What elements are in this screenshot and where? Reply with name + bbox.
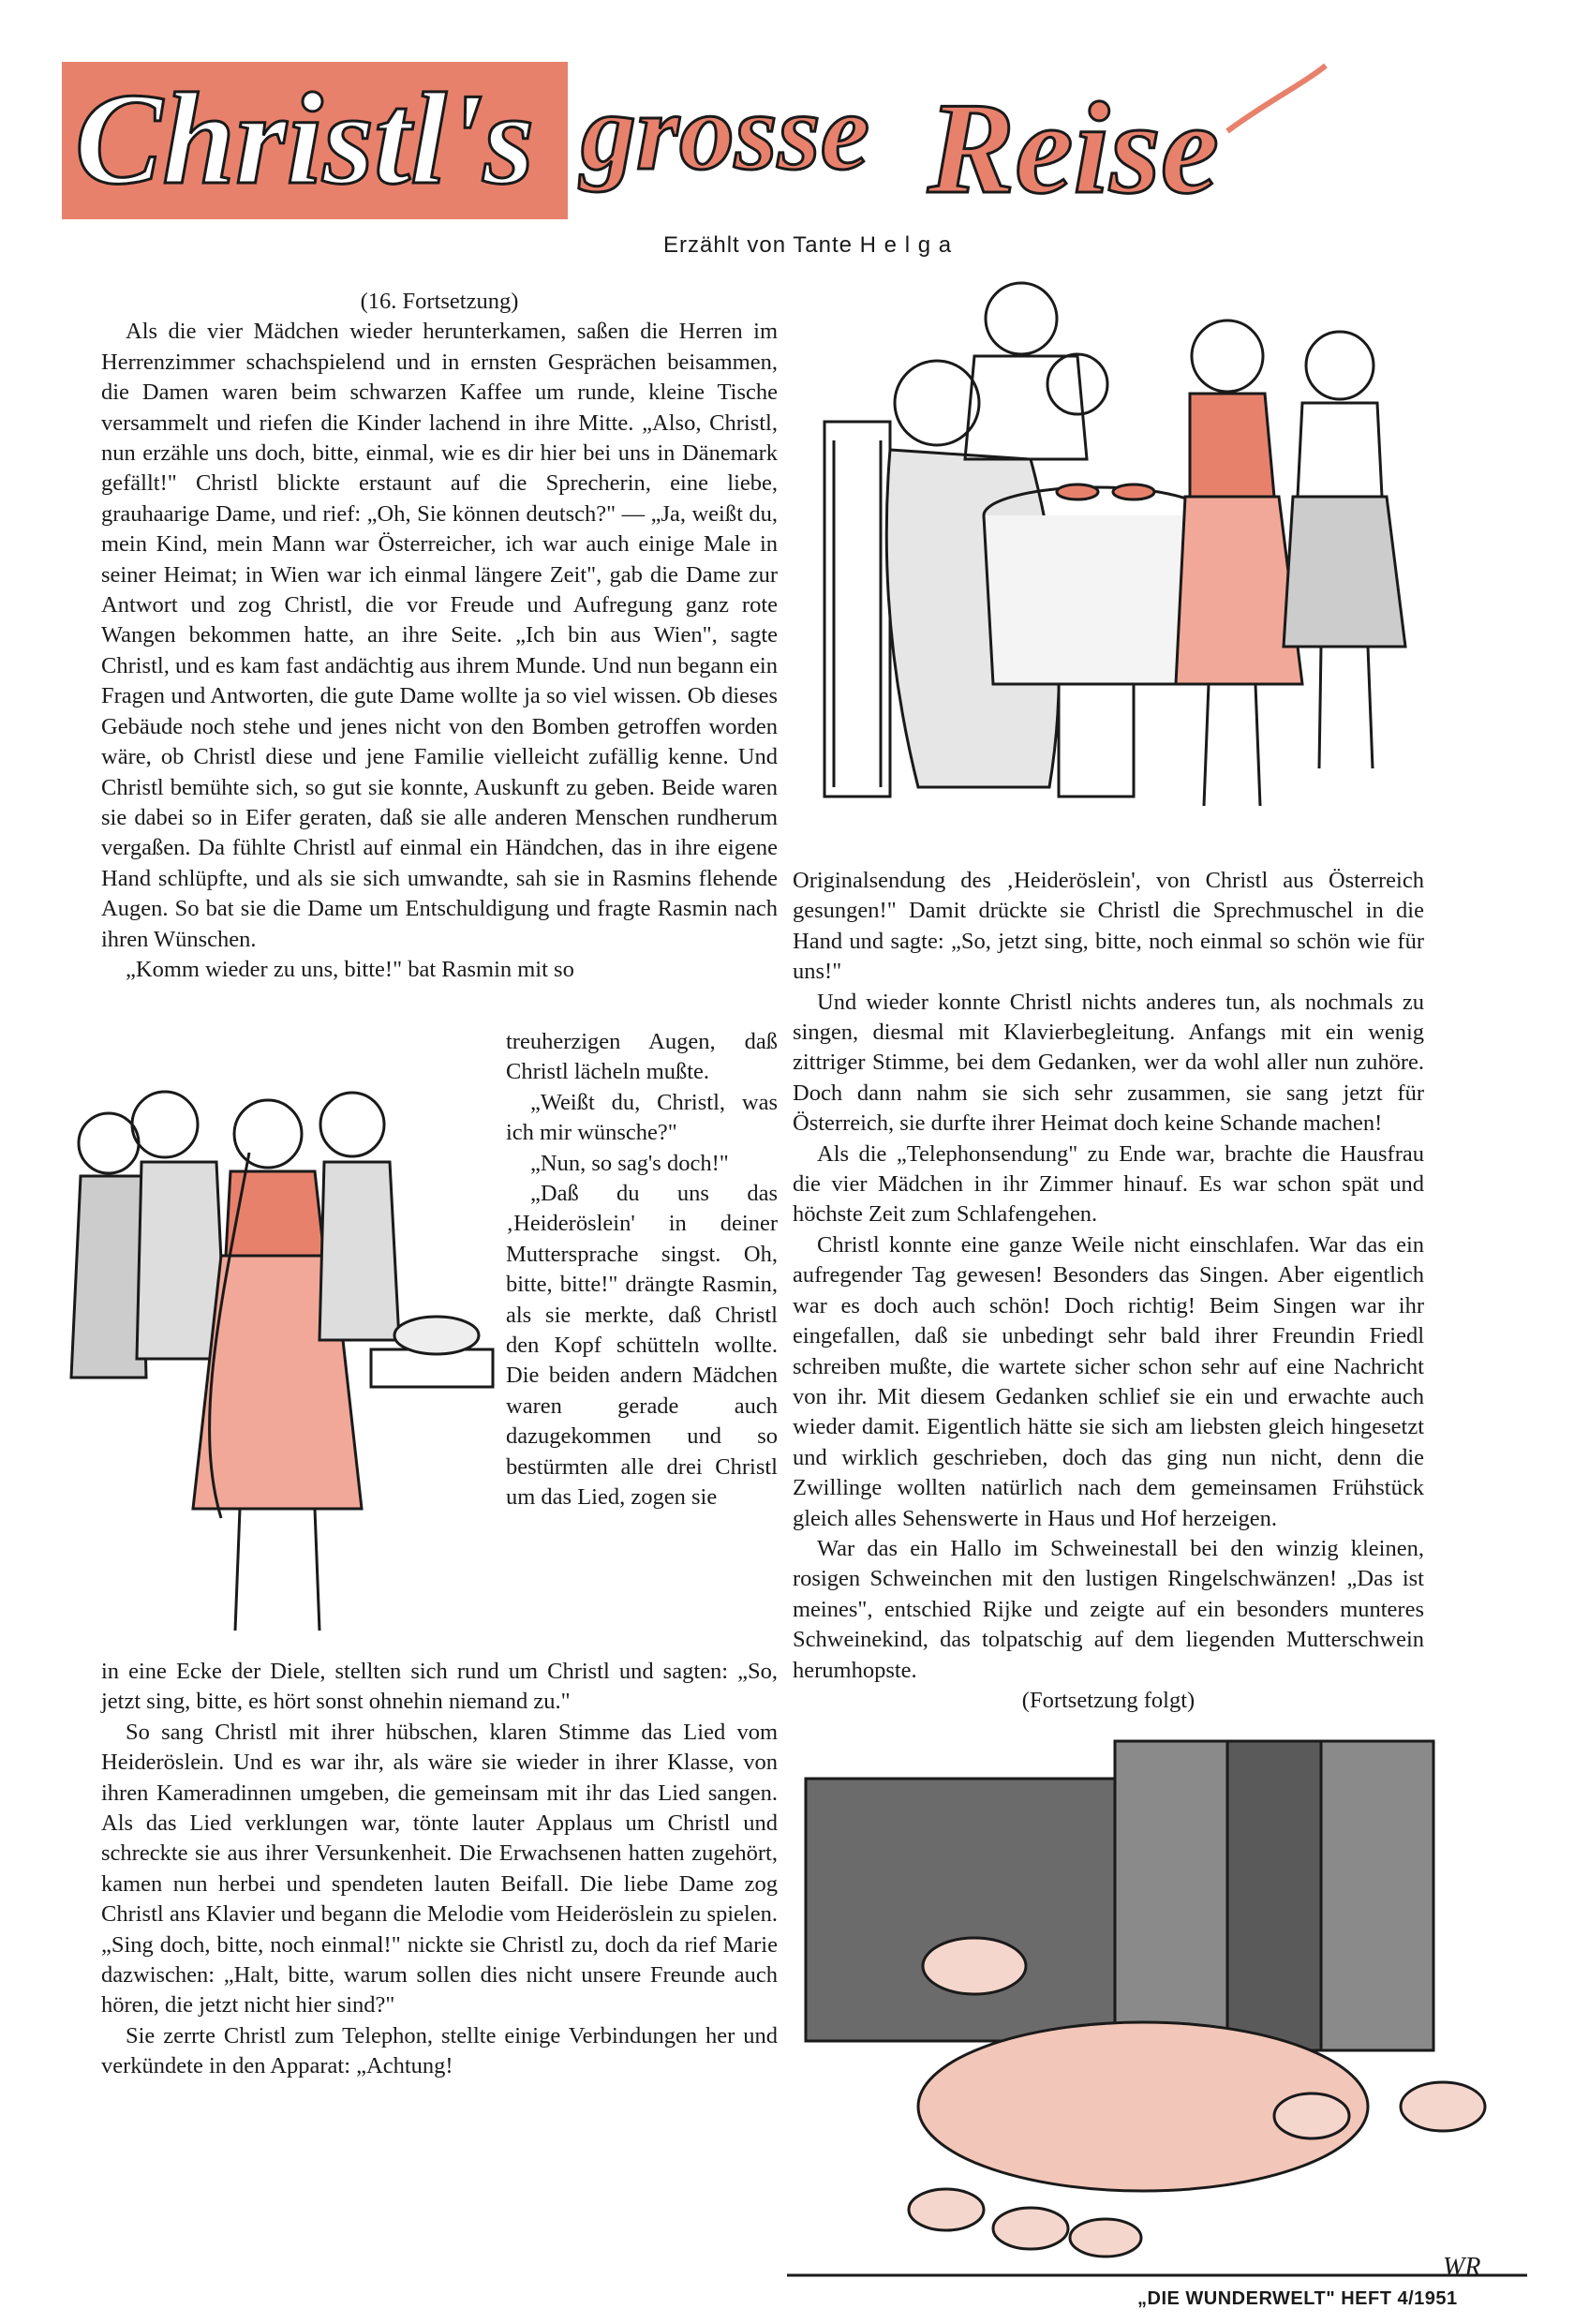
narrow-column [506,1027,778,1513]
standing-lady-head [986,283,1057,354]
cup [1113,484,1154,499]
girl-blouse [1190,394,1274,497]
piglet [1070,2219,1141,2257]
girl-skirt [1176,497,1302,684]
paragraph: „Weißt du, Christl, was ich mir wünsche?" [506,1089,778,1146]
byline: Erzählt von Tante H e l g a [663,232,953,258]
quote-line: „Komm wieder zu uns, bitte!" bat Rasmin mit so [126,956,574,982]
story-title [56,28,1330,244]
standing-lady-body [965,356,1087,459]
paragraph: treuherzigen Augen, daß Christl lächeln mußte. [506,1029,778,1085]
girl-dress [71,1176,146,1378]
piglet [1401,2082,1485,2131]
telephone [394,1317,479,1354]
girl-head [1306,332,1374,399]
barn-door [1227,1741,1321,2050]
title-word-grosse: grosse [581,70,870,193]
title-word-reise: Reise [928,76,1220,221]
girl-head [79,1113,139,1173]
artist-signature: WR [1443,2253,1481,2282]
left-column-top [101,287,778,985]
paragraph: in eine Ecke der Diele, stellten sich rund um Christl und sagten: „So, jetzt sing, bitte, es hört sonst ohnehin niemand zu." [101,1659,778,1715]
title-lettering [56,28,1330,244]
cup [1057,484,1098,499]
right-column [793,866,1424,1716]
illustration-pig-barn [787,1722,1527,2303]
paragraph: So sang Christl mit ihrer hübschen, klaren Stimme das Lied vom Heideröslein. Und es war ihr, als wäre sie wieder in ihrer Klasse, von ihren Kameradinnen umgeben, die gemeinsam mit ihr das Lied sangen. Als das Lied verklungen war, tönte lauter Applaus um Christl und schreckte sie aus ihrer Versunkenheit. Die Erwachsenen hatten zugehört, kamen nun herbei und spendeten lauten Beifall. Die liebe Dame zog Christl ans Klavier und begann die Melodie vom Heideröslein zu spielen. „Sing doch, bitte, noch einmal!" nickte sie Christl zu, doch da rief Marie dazwischen: „Halt, bitte, warum sollen dies nicht unsere Freunde auch hören, die jetzt nicht hier sind?" [101,1719,778,2019]
paragraph: „Nun, so sag's doch!" [530,1150,729,1176]
paragraph: „Daß du uns das ‚Heideröslein' in deiner Muttersprache singst. Oh, bitte, bitte!" drängte Rasmin, als sie merkte, daß Christl den Kopf schütteln wollte. Die beiden andern Mädchen waren gerade auch dazugekommen und so bestürmten alle drei Christl um das Lied, zogen sie [506,1181,778,1511]
piglet [923,1938,1026,1994]
girl-skirt [1284,497,1405,647]
piglet [1274,2093,1349,2138]
installment-label: (16. Fortsetzung) [360,289,519,314]
piglet [993,2208,1068,2249]
continued-label: (Fortsetzung folgt) [1021,1687,1195,1713]
girl-head [320,1093,384,1156]
title-word-christl: Christl's [75,67,535,212]
girl-blouse [1298,403,1382,497]
paragraph: Als die „Telephonsendung" zu Ende war, brachte die Hausfrau die vier Mädchen in ihr Zimmer hinauf. Es war schon spät und höchste Zeit zum Schlafengehen. [793,1140,1424,1228]
girl-dress [319,1162,399,1340]
illustration-coffee-table [806,281,1424,834]
paragraph: Und wieder konnte Christl nichts anderes tun, als nochmals zu singen, diesmal mit Klavierbegleitung. Anfangs mit ein wenig zittriger Stimme, bei dem Gedanken, wer da wohl aller nun zuhöre. Doch dann nahm sie sich sehr zusammen, sie sang jetzt für Österreich, sie durfte ihrer Heimat doch keine Schande machen! [793,989,1424,1137]
girl-blouse [226,1171,324,1256]
paragraph: Christl konnte eine ganze Weile nicht einschlafen. War das ein aufregender Tag gewesen! Besonders das Singen. Aber eigentlich war es doch auch schön! Doch richtig! Beim Singen war ihr eingefallen, daß sie unbedingt sehr bald ihrer Freundin Friedl schreiben mußte, die wartete sicher schon sehr auf eine Nachricht von ihr. Mit diesem Gedanken schlief sie ein und erwachte auch wieder damit. Eigentlich hätte sie sich am liebsten gleich hingesetzt und wirklich geschrieben, doch das ging nun nicht, denn die Zwillinge wollten natürlich nach dem gemeinsamen Frühstück gleich alles Sehenswerte in Haus und Hof herzeigen. [793,1231,1424,1531]
girl-head [234,1100,302,1168]
footer-issue: „DIE WUNDERWELT" HEFT 4/1951 [1137,2288,1458,2309]
left-column-bottom [101,1657,778,2082]
paragraph: Sie zerrte Christl zum Telephon, stellte einige Verbindungen her und verkündete in den Apparat: „Achtung! [101,2022,778,2079]
title-flourish [1227,66,1326,131]
illustration-girls-telephone [52,1068,502,1649]
barn-interior [806,1779,1115,2041]
girl-head [1192,320,1263,392]
paragraph: War das ein Hallo im Schweinestall bei den winzig kleinen, rosigen Schweinchen mit den lustigen Ringelschwänzen! „Das ist meines", entschied Rijke und zeigte auf ein besonders munteres Schweinekind, das tolpatschig auf dem liegenden Mutterschwein herumhopste. [793,1535,1424,1683]
piglet [909,2189,984,2230]
table-leg [1059,684,1134,797]
paragraph: Als die vier Mädchen wieder herunterkamen, saßen die Herren im Herrenzimmer schachspielend und in ernsten Gesprächen beisammen, die Damen waren beim schwarzen Kaffee um runde, kleine Tische versammelt und riefen die Kinder lachend in ihre Mitte. „Also, Christl, nun erzähle uns doch, bitte, einmal, wie es dir hier bei uns in Dänemark gefällt!" Christl blickte erstaunt auf die Sprecherin, eine liebe, grauhaarige Dame, und rief: „Oh, Sie können deutsch?" — „Ja, weißt du, mein Kind, mein Mann war Österreicher, ich war auch einige Male in seiner Heimat; in Wien war ich einmal längere Zeit", gab die Dame zur Antwort und zog Christl, die vor Freude und Aufregung ganz rote Wangen bekommen hatte, an ihre Seite. „Ich bin aus Wien", sagte Christl, und es kam fast andächtig aus ihrem Munde. Und nun begann ein Fragen und Antworten, die gute Dame wollte ja so viel wissen. Ob dieses Gebäude noch stehe und jenes nicht von den Bomben getroffen worden wäre, ob Christl diese und jene Familie vielleicht zufällig kenne. Und Christl bemühte sich, so gut sie konnte, Auskunft zu geben. Beide waren sie dabei so in Eifer geraten, daß sie alle anderen Menschen rundherum vergaßen. Da fühlte Christl auf einmal ein Händchen, das in ihre eigene Hand schlüpfte, und als sie sich umwandte, sah sie in Rasmins flehende Augen. So bat sie die Dame um Entschuldigung und fragte Rasmin nach ihren Wünschen. [101,319,778,952]
girl-head [132,1092,198,1157]
paragraph: Originalsendung des ‚Heideröslein', von Christl aus Österreich gesungen!" Damit drückte sie Christl die Sprechmuschel in die Hand und sagte: „So, jetzt sing, bitte, noch einmal so schön wie für uns!" [793,868,1424,985]
